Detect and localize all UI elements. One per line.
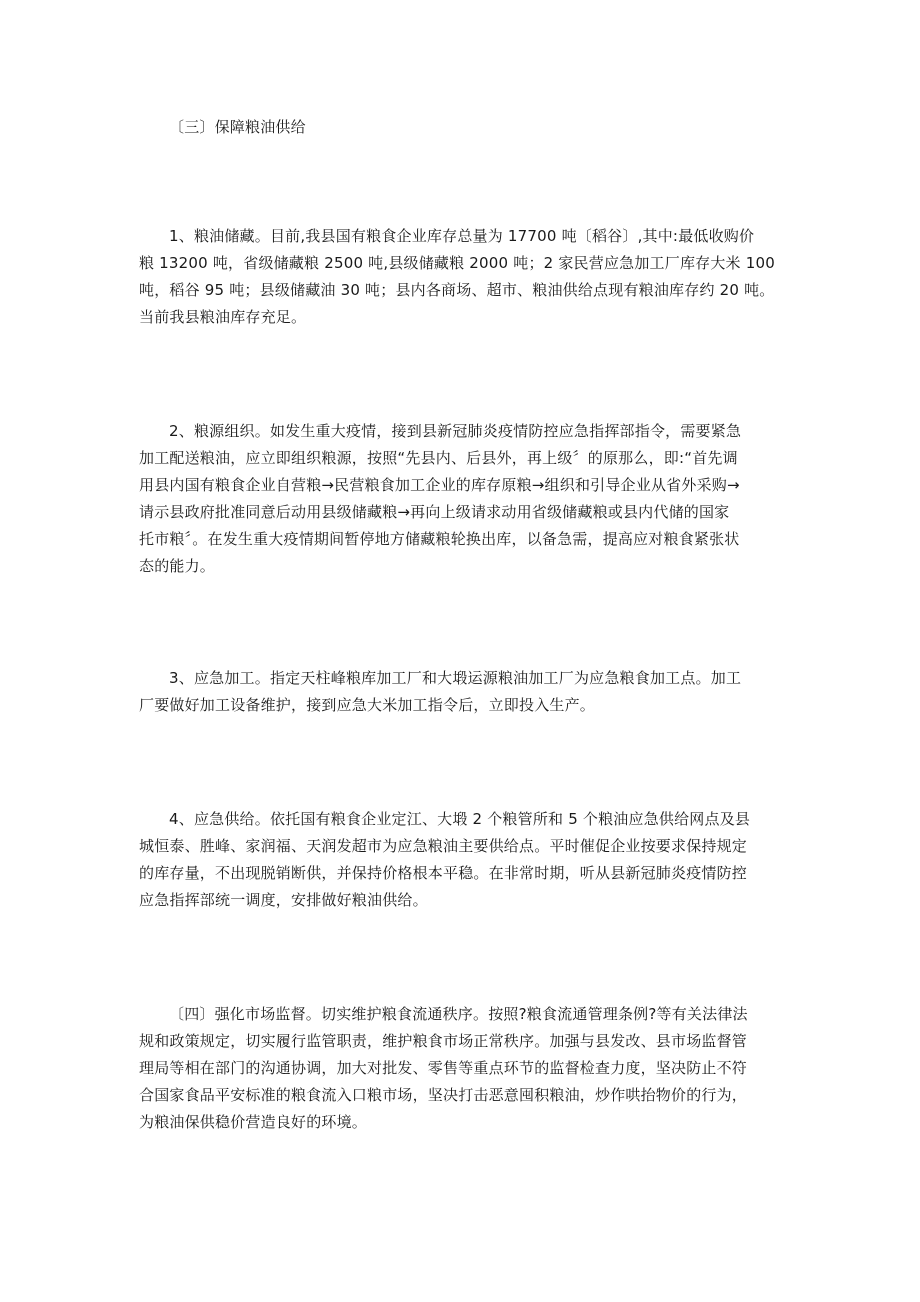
text-line: 厂要做好加工设备维护，接到应急大米加工指令后，立即投入生产。 bbox=[139, 696, 596, 714]
text-line: 粮 13200 吨，省级储藏粮 2500 吨,县级储藏粮 2000 吨；2 家民营应急加工厂库存大米 100 bbox=[139, 254, 775, 272]
paragraph-emergency-supply bbox=[139, 806, 789, 914]
text-line: 合国家食品平安标准的粮食流入口粮市场，坚决打击恶意囤积粮油，炒作哄抬物价的行为， bbox=[139, 1086, 748, 1104]
text-line: 3、应急加工。指定天柱峰粮库加工厂和大塅运源粮油加工厂为应急粮食加工点。加工 bbox=[169, 669, 742, 687]
text-line: 托市粮〞。在发生重大疫情期间暂停地方储藏粮轮换出库，以备急需，提高应对粮食紧张状 bbox=[139, 530, 740, 548]
text-line: 〔四〕强化市场监督。切实维护粮食流通秩序。按照?粮食流通管理条例?等有关法律法 bbox=[169, 1005, 748, 1023]
text-line: 态的能力。 bbox=[139, 557, 216, 575]
text-line: 理局等相在部门的沟通协调，加大对批发、零售等重点环节的监督检查力度，坚决防止不符 bbox=[139, 1059, 748, 1077]
text-line: 用县内国有粮食企业自营粮→民营粮食加工企业的库存原粮→组织和引导企业从省外采购→ bbox=[139, 476, 740, 494]
text-line: 2、粮源组织。如发生重大疫情，接到县新冠肺炎疫情防控应急指挥部指令，需要紧急 bbox=[169, 422, 742, 440]
paragraph-grain-storage bbox=[139, 223, 789, 331]
text-line: 吨，稻谷 95 吨；县级储藏油 30 吨；县内各商场、超市、粮油供给点现有粮油库存约 20 吨。 bbox=[139, 281, 775, 299]
text-line: 加工配送粮油，应立即组织粮源，按照“先县内、后县外，再上级〞的原那么，即:“首先调 bbox=[139, 449, 738, 467]
text-line: 当前我县粮油库存充足。 bbox=[139, 308, 307, 326]
text-line: 〔三〕保障粮油供给 bbox=[169, 118, 306, 136]
text-line: 为粮油保供稳价营造良好的环境。 bbox=[139, 1113, 368, 1131]
text-line: 请示县政府批准同意后动用县级储藏粮→再向上级请求动用省级储藏粮或县内代储的国家 bbox=[139, 503, 730, 521]
text-line: 规和政策规定，切实履行监管职责，维护粮食市场正常秩序。加强与县发改、县市场监督管 bbox=[139, 1032, 748, 1050]
text-line: 的库存量，不出现脱销断供，并保持价格根本平稳。在非常时期，听从县新冠肺炎疫情防控 bbox=[139, 864, 748, 882]
paragraph-grain-source bbox=[139, 418, 789, 580]
text-line: 应急指挥部统一调度，安排做好粮油供给。 bbox=[139, 891, 428, 909]
section-heading-3 bbox=[139, 114, 789, 141]
text-line: 城恒泰、胜峰、家润福、天润发超市为应急粮油主要供给点。平时催促企业按要求保持规定 bbox=[139, 837, 748, 855]
text-line: 1、粮油储藏。目前,我县国有粮食企业库存总量为 17700 吨〔稻谷〕,其中:最低收购价 bbox=[169, 227, 755, 245]
paragraph-market-supervision bbox=[139, 1001, 789, 1136]
paragraph-emergency-processing bbox=[139, 665, 789, 719]
text-line: 4、应急供给。依托国有粮食企业定江、大塅 2 个粮管所和 5 个粮油应急供给网点及县 bbox=[169, 810, 751, 828]
